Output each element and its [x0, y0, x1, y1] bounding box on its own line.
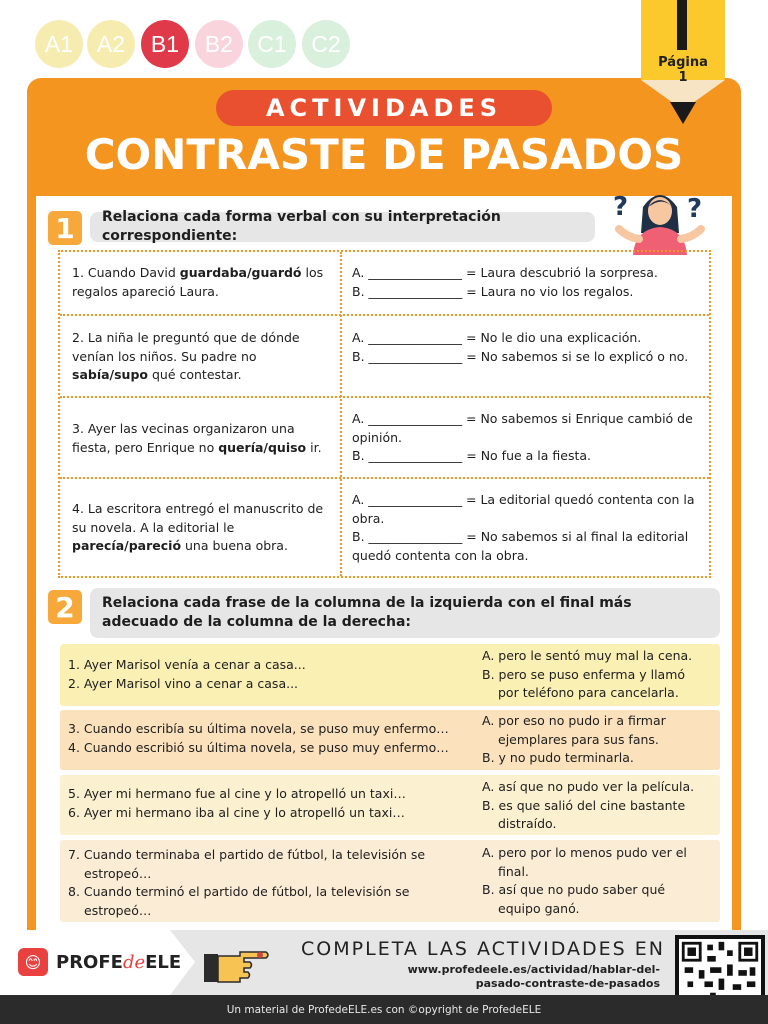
table-divider	[340, 252, 342, 576]
table-row-1-sentence: 1. Cuando David guardaba/guardó los regalos apareció Laura.	[72, 265, 324, 299]
option-a[interactable]: A. _______________ = La editorial quedó contenta con la obra.	[352, 492, 695, 526]
copyright-text: Un material de ProfedeELE.es con ©opyright de ProfedeELE	[226, 1003, 542, 1016]
instruction-text: Relaciona cada forma verbal con su interpretación correspondiente:	[102, 209, 501, 244]
svg-text:?: ?	[613, 192, 629, 222]
group-3-left	[68, 785, 468, 822]
list-item: por teléfono para cancelarla.	[498, 685, 679, 700]
option-a[interactable]: A. _______________ = No sabemos si Enrique cambió de opinión.	[352, 411, 693, 445]
list-item: final.	[498, 863, 529, 879]
level-badge-a1[interactable]	[35, 20, 83, 68]
level-label: C1	[257, 30, 287, 57]
copyright-bar	[0, 995, 768, 1024]
list-item: ejemplares para sus fans.	[498, 731, 659, 747]
brand-name[interactable]: PROFEdeELE	[56, 952, 182, 973]
group-2-left	[68, 720, 468, 757]
table-row-1-options	[352, 264, 707, 301]
level-badge-c1[interactable]	[248, 20, 296, 68]
svg-text:?: ?	[687, 194, 703, 224]
exercise1-table	[58, 250, 711, 578]
level-badge-a2[interactable]	[87, 20, 135, 68]
table-row-3-sentence: 3. Ayer las vecinas organizaron una fiesta, pero Enrique no quería/quiso ir.	[72, 421, 322, 455]
page-indicator	[641, 55, 725, 85]
level-badge-b1[interactable]	[141, 20, 189, 68]
list-item: A. pero por lo menos pudo ver el	[482, 845, 687, 860]
option-a[interactable]: A. _______________ = Laura descubrió la sorpresa.	[352, 265, 658, 280]
list-item: 3. Cuando escribía su última novela, se puso muy enfermo…	[68, 721, 449, 736]
level-label: C2	[311, 30, 341, 57]
logo-glyph: 😊	[24, 952, 42, 972]
table-row-4-sentence: 4. La escritora entregó el manuscrito de su novela. A la editorial le parecía/pareció una buena obra.	[72, 501, 324, 553]
level-label: B1	[150, 30, 180, 57]
activities-pill	[216, 90, 552, 126]
level-label: A1	[44, 30, 74, 57]
level-badge-c2[interactable]	[302, 20, 350, 68]
option-b[interactable]: B. _______________ = Laura no vio los regalos.	[352, 283, 634, 299]
table-row-2-options	[352, 329, 707, 366]
page-label: Página	[658, 55, 708, 70]
level-badge-b2[interactable]	[195, 20, 243, 68]
list-item: A. pero le sentó muy mal la cena.	[482, 648, 693, 663]
pill-label: ACTIVIDADES	[265, 94, 503, 122]
list-item: B. y no pudo terminarla.	[482, 750, 634, 765]
list-item: equipo ganó.	[498, 900, 580, 916]
list-item: 7. Cuando terminaba el partido de fútbol, la televisión se	[68, 847, 426, 862]
table-row-4-options	[352, 491, 707, 565]
brand-logo-icon[interactable]	[18, 948, 48, 976]
table-row-2-sentence: 2. La niña le preguntó que de dónde venían los niños. Su padre no sabía/supo qué contestar.	[72, 330, 300, 382]
group-1-right	[482, 647, 718, 703]
list-item: B. es que salió del cine bastante	[482, 797, 686, 813]
pencil-stripe	[677, 0, 687, 50]
instruction-text: Relaciona cada frase de la columna de la izquierda con el final más adecuado de la columna de la derecha:	[102, 595, 632, 630]
exercise1-instruction	[90, 209, 595, 244]
list-item: B. así que no pudo saber qué	[482, 882, 666, 897]
url-line: www.profedeele.es/actividad/hablar-del-	[407, 963, 660, 976]
thinking-woman-icon	[605, 185, 715, 255]
table-row-3-options	[352, 410, 707, 466]
pencil-lead	[670, 102, 696, 124]
group-4-right	[482, 844, 718, 918]
group-3-right	[482, 778, 718, 834]
exercise2-number	[48, 590, 82, 624]
pointing-hand-icon	[200, 940, 272, 988]
group-2-right	[482, 712, 718, 768]
list-item: estropeó…	[84, 865, 152, 881]
list-item: estropeó…	[84, 902, 152, 918]
url-line: pasado-contraste-de-pasados	[475, 977, 660, 990]
group-4-left	[68, 846, 468, 920]
option-b[interactable]: B. _______________ = No sabemos si al final la editorial quedó contenta con la obra.	[352, 529, 689, 563]
list-item: 2. Ayer Marisol vino a cenar a casa...	[68, 675, 299, 691]
list-item: 8. Cuando terminó el partido de fútbol, la televisión se	[68, 884, 410, 899]
option-b[interactable]: B. _______________ = No sabemos si se lo explicó o no.	[352, 348, 689, 364]
exercise2-instruction	[90, 588, 720, 638]
option-a[interactable]: A. _______________ = No le dio una explicación.	[352, 330, 642, 345]
table-divider	[60, 396, 709, 398]
table-divider	[60, 477, 709, 479]
page-title: CONTRASTE DE PASADOS	[84, 130, 684, 179]
list-item: 1. Ayer Marisol venía a cenar a casa...	[68, 657, 306, 672]
list-item: 6. Ayer mi hermano iba al cine y lo atropelló un taxi…	[68, 804, 405, 820]
list-item: A. por eso no pudo ir a firmar	[482, 713, 666, 728]
level-label: A2	[96, 30, 126, 57]
activity-link[interactable]	[360, 963, 660, 991]
exercise1-number	[48, 211, 82, 245]
list-item: A. así que no pudo ver la película.	[482, 779, 695, 794]
exercise-number-label: 2	[55, 590, 75, 624]
exercise-number-label: 1	[55, 211, 75, 245]
cta-heading: COMPLETA LAS ACTIVIDADES EN	[301, 938, 665, 960]
list-item: B. pero se puso enferma y llamó	[482, 666, 686, 682]
group-1-left	[68, 656, 468, 693]
list-item: 4. Cuando escribió su última novela, se puso muy enfermo…	[68, 739, 449, 755]
option-b[interactable]: B. _______________ = No fue a la fiesta.	[352, 448, 592, 463]
table-divider	[60, 314, 709, 316]
page-number: 1	[678, 70, 688, 85]
level-label: B2	[204, 30, 234, 57]
list-item: 5. Ayer mi hermano fue al cine y lo atropelló un taxi…	[68, 786, 406, 801]
list-item: distraído.	[498, 816, 557, 831]
